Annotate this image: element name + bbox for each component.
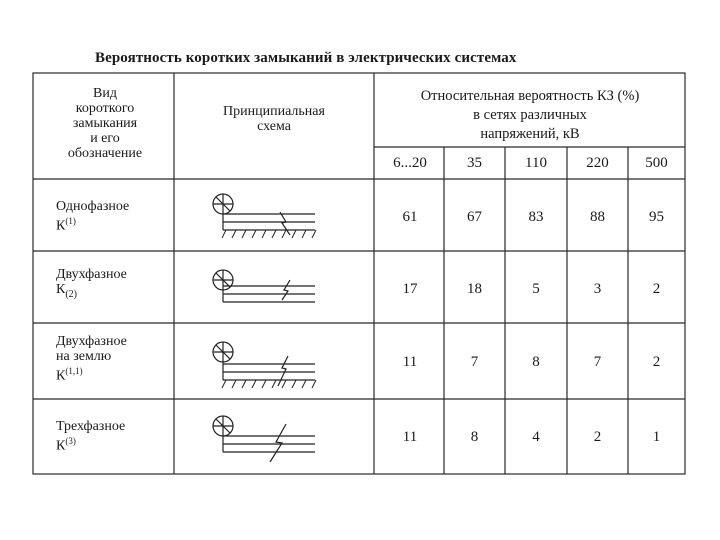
fault-lightning-symbol — [278, 356, 288, 386]
value-cell: 2 — [652, 281, 661, 297]
row-type-symbol — [56, 214, 172, 234]
header-type-line: короткого — [75, 101, 135, 116]
row-type-label — [56, 419, 172, 454]
value-cell: 3 — [593, 281, 602, 297]
voltage-header: 35 — [467, 155, 482, 171]
fault-lightning-symbol — [270, 424, 286, 462]
header-type-line: обозначение — [67, 146, 143, 161]
value-cell: 2 — [652, 354, 661, 370]
row-type-name: Однофазное — [56, 199, 130, 214]
row-type-name: Двухфазное — [56, 267, 127, 282]
header-prob-line: Относительная вероятность КЗ (%) — [420, 88, 640, 104]
row-type-symbol — [56, 364, 172, 384]
row-type-name: Трехфазное — [56, 419, 126, 434]
ground-hatch — [222, 380, 316, 388]
value-cell: 67 — [467, 209, 482, 225]
row-type-name: на землю — [56, 349, 112, 364]
symbol-index: (2) — [65, 288, 78, 300]
symbol-letter: К — [56, 218, 66, 234]
value-cell: 1 — [652, 429, 661, 445]
header-scheme-line: Принципиальная — [223, 104, 325, 119]
header-type-line: замыкания — [72, 116, 138, 131]
value-cell: 4 — [532, 429, 540, 445]
single-phase-scheme-diagram — [210, 190, 320, 246]
symbol-letter: К — [56, 438, 66, 454]
value-cell: 7 — [593, 354, 602, 370]
header-prob-line: напряжений, кВ — [480, 126, 580, 142]
value-cell: 61 — [402, 209, 418, 225]
value-cell: 83 — [528, 209, 544, 225]
value-cell: 11 — [402, 429, 418, 445]
voltage-header: 6...20 — [393, 155, 427, 171]
symbol-index: (1) — [65, 216, 76, 226]
row-type-name: Двухфазное — [56, 334, 127, 349]
header-scheme-line: схема — [257, 119, 291, 134]
symbol-index: (3) — [65, 436, 76, 446]
row-type-label — [56, 267, 172, 302]
header-type-line: Вид — [93, 86, 117, 101]
value-cell: 2 — [593, 429, 602, 445]
row-type-label — [56, 334, 172, 384]
value-cell: 18 — [467, 281, 482, 297]
voltage-header: 110 — [525, 155, 547, 171]
value-cell: 17 — [402, 281, 418, 297]
header-prob-line: в сетях различных — [473, 107, 587, 123]
value-cell: 95 — [649, 209, 664, 225]
row-type-symbol — [56, 434, 172, 454]
header-type — [40, 86, 170, 161]
two-phase-ground-scheme-diagram — [210, 338, 320, 396]
value-cell: 8 — [470, 429, 479, 445]
table-title: Вероятность коротких замыканий в электрических системах — [95, 50, 517, 66]
voltage-header: 500 — [645, 155, 668, 171]
symbol-letter: К — [56, 368, 66, 384]
three-phase-scheme-diagram — [210, 412, 320, 468]
header-probability — [376, 87, 684, 144]
value-cell: 7 — [470, 354, 479, 370]
row-type-symbol — [56, 282, 172, 302]
row-type-label — [56, 199, 172, 234]
value-cell: 5 — [532, 281, 540, 297]
value-cell: 11 — [402, 354, 418, 370]
value-cell: 88 — [590, 209, 605, 225]
two-phase-scheme-diagram — [210, 266, 320, 314]
value-cell: 8 — [532, 354, 540, 370]
header-type-line: и его — [90, 131, 120, 146]
ground-hatch — [222, 230, 316, 238]
symbol-letter: К — [56, 282, 66, 297]
fault-lightning-symbol — [282, 280, 290, 300]
symbol-index: (1,1) — [65, 366, 83, 376]
header-scheme — [176, 104, 372, 134]
voltage-header: 220 — [586, 155, 609, 171]
